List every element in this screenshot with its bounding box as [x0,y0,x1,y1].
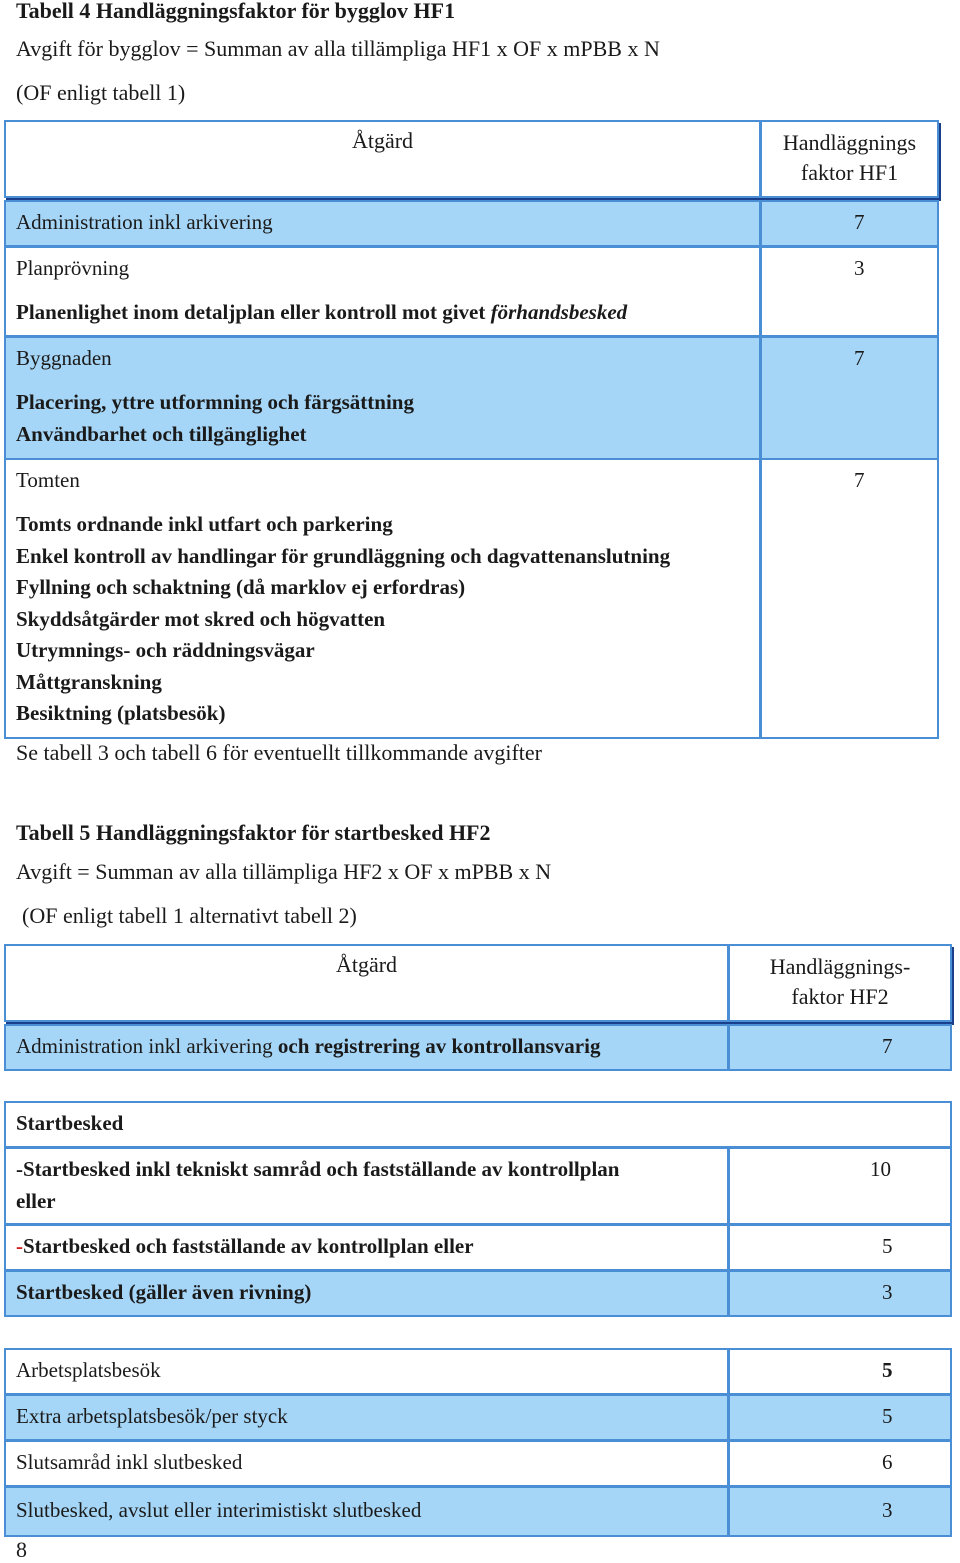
table4-site-detail: Tomts ordnande inkl utfart och parkering [16,512,393,536]
table5-visit-row-cell [4,1394,729,1441]
table4-plan-cell [4,246,761,337]
table5-visit-value: 5 [882,1404,893,1428]
table4-building-value-cell [760,336,939,460]
table5-startbesked-row1-value-cell [728,1147,952,1225]
table4-admin-value-cell [760,200,939,247]
table4-site-value-cell [760,458,939,739]
table4-plan-value: 3 [854,256,865,280]
table5-visit-value: 3 [882,1498,893,1522]
table4-admin-label: Administration inkl arkivering [16,210,273,234]
table5-startbesked-row3-cell [4,1270,729,1317]
table4-formula: Avgift för bygglov = Summan av alla tillämpliga HF1 x OF x mPBB x N [16,36,660,61]
table5-startbesked-row3-value-cell [728,1270,952,1317]
table4-title: Tabell 4 Handläggningsfaktor för bygglov HF1 [16,0,456,23]
table4-site-cell [4,458,761,739]
table4-site-detail: Besiktning (platsbesök) [16,701,226,725]
table5-startbesked-row2-value: 5 [882,1234,893,1258]
table4-admin-cell [4,200,761,247]
table5-startbesked-row2-label: -Startbesked och fastställande av kontrollplan eller [16,1234,474,1258]
table5-startbesked-row2-cell [4,1224,729,1271]
table5-visit-value-cell [728,1394,952,1441]
table4-building-detail: Placering, yttre utformning och färgsättning [16,390,414,414]
table5-header-action-cell [4,944,729,1022]
table5-startbesked-row3-label: Startbesked (gäller även rivning) [16,1280,312,1304]
table5-header-factor-line1: Handläggnings- [769,954,911,979]
table4-site-detail: Fyllning och schaktning (då marklov ej erfordras) [16,575,466,599]
table5-header-factor-line2: faktor HF2 [791,984,889,1009]
table4-admin-value: 7 [854,210,865,234]
table4-site-detail: Enkel kontroll av handlingar för grundläggning och dagvattenanslutning [16,544,671,568]
table5-startbesked-row1-line2: eller [16,1189,56,1213]
table5-visit-value-cell [728,1440,952,1487]
table5-header-factor-cell [728,944,952,1022]
table4-site-detail: Skyddsåtgärder mot skred och högvatten [16,607,386,631]
table4-site-detail: Måttgranskning [16,670,162,694]
table5-visit-label: Arbetsplatsbesök [16,1358,161,1382]
table4-header-action: Åtgärd [351,128,414,153]
table5-startbesked-row1-line1: -Startbesked inkl tekniskt samråd och fastställande av kontrollplan [16,1157,620,1181]
table5-visit-row-cell [4,1486,729,1537]
table5-visit-row-cell [4,1440,729,1487]
table4-building-cell [4,336,761,460]
page-number: 8 [16,1537,27,1562]
table4-site-value: 7 [854,468,865,492]
table4-building-label: Byggnaden [16,346,112,370]
table4-plan-value-cell [760,246,939,337]
table5-visit-label: Slutsamråd inkl slutbesked [16,1450,243,1474]
table4-footer-note: Se tabell 3 och tabell 6 för eventuellt tillkommande avgifter [16,740,543,765]
table5-startbesked-heading-cell [4,1101,952,1148]
table5-admin-cell [4,1024,729,1071]
table4-plan-label: Planprövning [16,256,130,280]
table5-admin-value: 7 [882,1034,893,1058]
table4-header-factor-line2: faktor HF1 [800,160,899,185]
table4-building-detail: Användbarhet och tillgänglighet [16,422,307,446]
table5-note: (OF enligt tabell 1 alternativt tabell 2) [22,903,357,928]
table5-admin-label: Administration inkl arkivering och registrering av kontrollansvarig [16,1034,601,1058]
table5-title: Tabell 5 Handläggningsfaktor för startbesked HF2 [16,820,491,845]
table5-visit-row-cell [4,1348,729,1395]
table5-visit-value: 6 [882,1450,893,1474]
table5-startbesked-row1-value: 10 [870,1157,891,1181]
table5-startbesked-row2-value-cell [728,1224,952,1271]
table4-site-label: Tomten [16,468,80,492]
table5-startbesked-heading: Startbesked [16,1111,124,1135]
table4-building-value: 7 [854,346,865,370]
table4-plan-detail: Planenlighet inom detaljplan eller kontroll mot givet förhandsbesked [16,300,628,324]
table5-header-action: Åtgärd [335,952,398,977]
table5-visit-label: Slutbesked, avslut eller interimistiskt slutbesked [16,1498,422,1522]
table5-startbesked-row3-value: 3 [882,1280,893,1304]
table4-header-factor-cell [760,120,939,198]
table4-site-detail: Utrymnings- och räddningsvägar [16,638,315,662]
table4-note: (OF enligt tabell 1) [16,80,186,105]
table5-visit-value-cell [728,1486,952,1537]
table5-startbesked-row1-cell [4,1147,729,1225]
table5-visit-value-cell [728,1348,952,1395]
table4-header-action-cell [4,120,761,198]
table4-header-factor-line1: Handläggnings [782,130,917,155]
table5-admin-value-cell [728,1024,952,1071]
table5-visit-label: Extra arbetsplatsbesök/per styck [16,1404,288,1428]
table5-formula: Avgift = Summan av alla tillämpliga HF2 x OF x mPBB x N [16,859,552,884]
table5-visit-value: 5 [882,1358,893,1382]
